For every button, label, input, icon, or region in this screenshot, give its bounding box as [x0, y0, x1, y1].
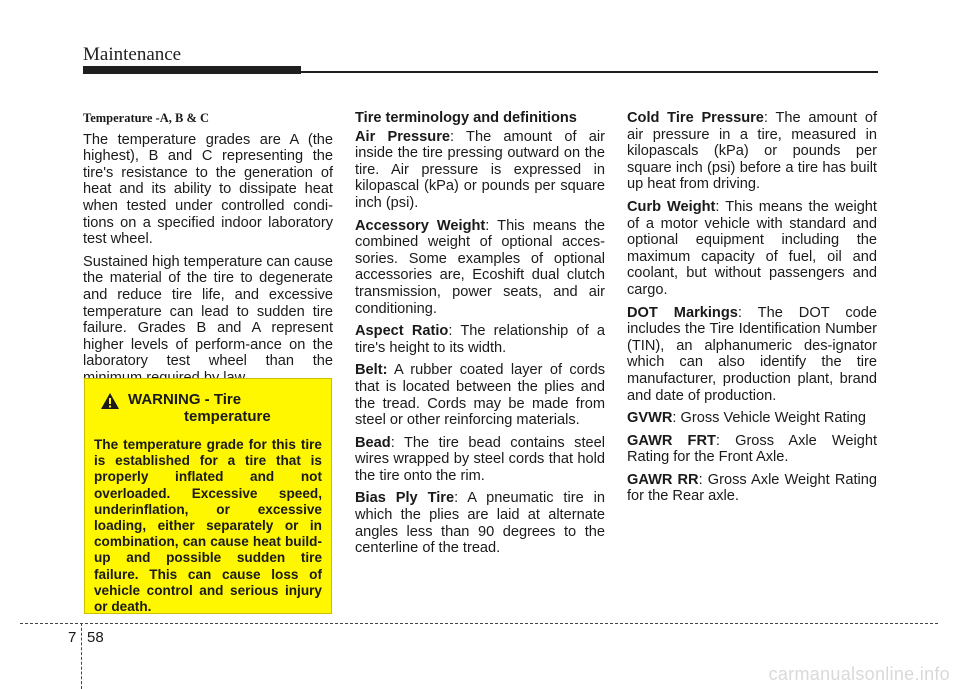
definition-text: Gross Axle Weight Rating for the Front Axle.: [627, 432, 878, 466]
definition-text: A pneumatic tire in which the plies are laid at alternate angles less than 90 degrees to the centerline of the tread.: [355, 490, 605, 557]
definition-gawr-rr: GAWR RR: Gross Axle Weight Rating for the Rear axle.: [627, 471, 878, 505]
definition-text: This means the weight of a motor vehicle with standard and optional equipment including the maximum capacity of fuel, oil and coolant, but without passengers and cargo.: [627, 198, 877, 298]
definition-text: The DOT code includes the Tire Identification Number (TIN), an alphanumeric des-ignator which can also identify the tire manufacturer, production plant, brand and date of production.: [627, 304, 877, 404]
warning-box: [84, 378, 332, 614]
definition-aspect-ratio: Aspect Ratio: The relationship of a tire's height to its width.: [355, 323, 605, 356]
definition-text: Gross Axle Weight Rating for the Rear axle.: [627, 471, 878, 505]
definition-air-pressure: Air Pressure: The amount of air inside the tire pressing outward on the tire. Air pressure is expressed in kilopascal (kPa) or pounds per square inch (psi).: [355, 128, 605, 211]
header-rule: [301, 71, 878, 73]
warning-header: [94, 387, 322, 429]
term: GAWR FRT: [627, 432, 716, 449]
definition-gvwr: GVWR: Gross Vehicle Weight Rating: [627, 410, 867, 427]
watermark: carmanualsonline.info: [768, 664, 950, 684]
definition-gawr-frt: GAWR FRT: Gross Axle Weight Rating for the Front Axle.: [627, 432, 878, 466]
definition-bias-ply-tire: Bias Ply Tire: A pneumatic tire in which the plies are laid at alternate angles less than 90 degrees to the centerline of the tread.: [355, 490, 605, 557]
term: Air Pressure: [355, 128, 450, 145]
definition-dot-markings: DOT Markings: The DOT code includes the Tire Identification Number (TIN), an alphanumeric des-ignator which can also identify the tire manufacturer, production plant, brand and date of production.: [627, 304, 877, 404]
page-header-title: Maintenance: [83, 44, 182, 65]
definition-text: This means the combined weight of optional acces-sories. Some examples of optional accessories are, Ecoshift dual clutch transmission, power seats, and air conditioning.: [355, 217, 605, 317]
page-number: 58: [87, 629, 104, 646]
warning-body: The temperature grade for this tire is established for a tire that is properly inflated and not overloaded. Excessive speed, underinflation, or excessive loading, either separately or in combination, can cause heat build-up and possible sudden tire failure. This can cause loss of vehicle control and serious injury or death.: [94, 437, 322, 615]
warning-title: [128, 391, 328, 425]
definition-text: A rubber coated layer of cords that is located between the plies and the tread. Cords may be made from steel or other reinforcing materials.: [355, 362, 606, 429]
term: Bias Ply Tire: [355, 490, 455, 507]
term: Belt:: [355, 362, 388, 379]
term: DOT Markings: [627, 304, 738, 321]
term: Bead: [355, 434, 391, 451]
terminology-title: Tire terminology and definitions: [355, 110, 577, 126]
term: Aspect Ratio: [355, 323, 449, 340]
warning-triangle-icon: [100, 392, 120, 410]
footer-rule: [20, 623, 938, 624]
term: GAWR RR: [627, 471, 699, 488]
definition-text: Gross Vehicle Weight Rating: [680, 410, 867, 427]
definition-text: The relationship of a tire's height to its width.: [355, 323, 605, 356]
term: Accessory Weight: [355, 217, 486, 234]
temperature-paragraph-1: The temperature grades are A (the highest), B and C representing the tire's resistance to the generation of heat and its ability to dissipate heat when tested under controlled condi-tions on a specified indoor laboratory test wheel.: [83, 131, 333, 248]
definition-text: The amount of air pressure in a tire, measured in kilopascals (kPa) or pounds per square inch (psi) before a tire has built up heat from driving.: [627, 110, 877, 193]
term: Cold Tire Pressure: [627, 110, 764, 126]
definition-curb-weight: Curb Weight: This means the weight of a motor vehicle with standard and optional equipment including the maximum capacity of fuel, oil and coolant, but without passengers and cargo.: [627, 198, 877, 298]
column-3: [627, 110, 877, 511]
column-1: [83, 110, 333, 393]
footer-divider: [81, 623, 82, 689]
header-bar: [83, 66, 301, 74]
definition-accessory-weight: Accessory Weight: This means the combined weight of optional acces-sories. Some examples of optional accessories are, Ecoshift dual clutch transmission, power seats, and air conditioning.: [355, 217, 605, 317]
definition-cold-tire-pressure: Cold Tire Pressure: The amount of air pressure in a tire, measured in kilopascals (kPa) or pounds per square inch (psi) before a tire has built up heat from driving.: [627, 110, 877, 193]
definition-bead: Bead: The tire bead contains steel wires wrapped by steel cords that hold the tire onto the rim.: [355, 434, 605, 484]
term: GVWR: [627, 410, 673, 427]
definition-belt: [355, 362, 605, 428]
temperature-paragraph-2: Sustained high temperature can cause the material of the tire to degenerate and reduce tire life, and excessive temperature can lead to sudden tire failure. Grades B and A represent higher levels of perform-ance on the laboratory test wheel than the: [83, 253, 333, 370]
chapter-number: 7: [68, 629, 77, 646]
term: Curb Weight: [627, 198, 716, 215]
warning-title-line1: WARNING - Tire: [128, 391, 242, 408]
column-2: [355, 110, 605, 563]
temperature-subheading: Temperature -A, B & C: [83, 111, 210, 125]
definition-text: The tire bead contains steel wires wrapped by steel cords that hold the tire onto the rim.: [355, 434, 605, 484]
warning-title-line2: temperature: [184, 408, 271, 425]
definition-text: The amount of air inside the tire pressing outward on the tire. Air pressure is expressed in kilopascal (kPa) or pounds per square inch (psi).: [355, 128, 605, 211]
